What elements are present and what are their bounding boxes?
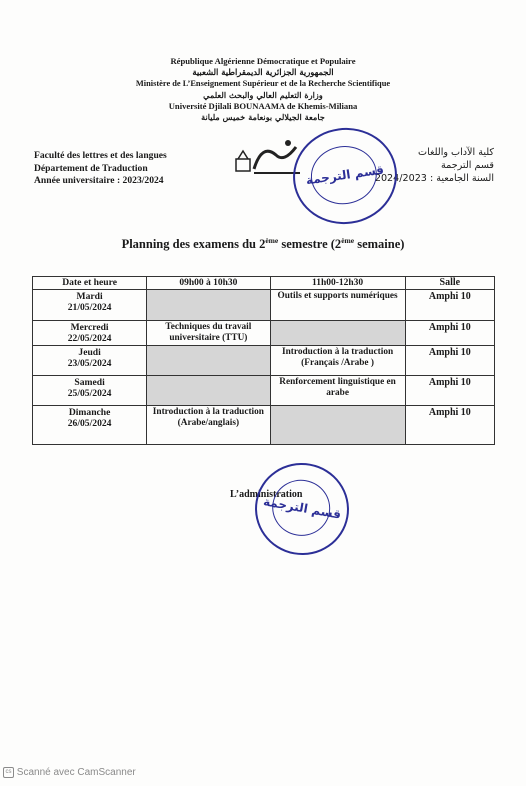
academic-year-ar: السنة الجامعية : 2024/2023 <box>374 173 494 184</box>
title-middle: semestre (2 <box>278 237 342 252</box>
official-stamp-2 <box>248 456 357 563</box>
faculty-name: Faculté des lettres et des langues <box>34 150 167 161</box>
department-name-ar: قسم الترجمة <box>441 160 494 171</box>
table-row <box>33 290 495 321</box>
table-row <box>33 321 495 346</box>
exam-cell <box>147 406 270 445</box>
header-university: Université Djilali BOUNAAMA de Khemis-Miliana <box>168 101 358 111</box>
day-label: Jeudi <box>78 347 101 358</box>
stamp-center-text: قسم الترجمة <box>262 494 343 522</box>
room-cell <box>405 346 494 376</box>
date-cell <box>33 376 147 406</box>
empty-slot-cell <box>147 290 270 321</box>
exam-subject: Techniques du travail universitaire (TTU) <box>165 322 252 343</box>
exam-subject: Introduction à la traduction (Français /Arabe ) <box>282 347 394 368</box>
room-cell <box>405 406 494 445</box>
empty-slot-cell <box>270 406 405 445</box>
faculty-name-ar: كلية الآداب واللغات <box>418 147 494 158</box>
empty-slot-cell <box>147 346 270 376</box>
header-university-ar: جامعة الجيلالي بونعامة خميس مليانة <box>201 112 325 122</box>
exam-cell <box>270 290 405 321</box>
header-republic: République Algérienne Démocratique et Populaire <box>170 56 356 66</box>
date-cell <box>33 290 147 321</box>
title-sup-1: ème <box>265 236 279 245</box>
header-republic-ar: الجمهورية الجزائرية الديمقراطية الشعبية <box>192 67 334 77</box>
room-cell <box>405 376 494 406</box>
exam-schedule-table <box>32 276 495 445</box>
header-slot-morning: 09h00 à 10h30 <box>147 277 270 290</box>
camscanner-icon: cs <box>3 767 14 778</box>
table-row <box>33 376 495 406</box>
faculty-info-fr <box>34 150 167 188</box>
stamp-center-text: قسم الترجمة <box>304 162 385 188</box>
empty-slot-cell <box>270 321 405 346</box>
exam-subject: Outils et supports numériques <box>277 291 398 301</box>
date-label: 22/05/2024 <box>67 333 112 344</box>
scanner-watermark <box>3 767 136 778</box>
table-row <box>33 406 495 445</box>
room-cell <box>405 321 494 346</box>
exam-cell <box>270 376 405 406</box>
official-stamp <box>287 121 403 231</box>
title-suffix: semaine) <box>354 237 405 252</box>
header-slot-late: 11h00-12h30 <box>270 277 405 290</box>
table-row <box>33 346 495 376</box>
exam-cell <box>147 321 270 346</box>
room-label: Amphi 10 <box>428 322 471 333</box>
day-label: Mercredi <box>70 322 109 333</box>
date-label: 25/05/2024 <box>67 388 112 399</box>
room-label: Amphi 10 <box>428 407 471 418</box>
date-cell <box>33 321 147 346</box>
room-label: Amphi 10 <box>428 347 471 358</box>
header-date: Date et heure <box>33 277 147 290</box>
header-room: Salle <box>405 277 494 290</box>
date-cell <box>33 346 147 376</box>
department-name: Département de Traduction <box>34 162 148 174</box>
page-title <box>0 236 526 252</box>
signature-label: L’administration <box>230 489 303 500</box>
day-label: Dimanche <box>68 407 111 418</box>
scanner-watermark-text: Scanné avec CamScanner <box>16 767 136 779</box>
date-label: 23/05/2024 <box>67 358 112 369</box>
header-ministry: Ministère de L’Enseignement Supérieur et de la Recherche Scientifique <box>135 79 391 88</box>
empty-slot-cell <box>147 376 270 406</box>
exam-subject: Renforcement linguistique en arabe <box>279 377 396 398</box>
room-label: Amphi 10 <box>428 291 471 302</box>
exam-subject: Introduction à la traduction (Arabe/anglais) <box>152 407 264 428</box>
title-sup-2: ème <box>341 236 355 245</box>
day-label: Mardi <box>76 291 103 302</box>
header-ministry-ar: وزارة التعليم العالي والبحث العلمي <box>203 90 323 100</box>
table-header-row <box>33 277 495 290</box>
date-cell <box>33 406 147 445</box>
date-label: 26/05/2024 <box>67 418 112 429</box>
exam-cell <box>270 346 405 376</box>
date-label: 21/05/2024 <box>67 302 112 313</box>
title-prefix: Planning des examens du 2 <box>121 237 266 252</box>
day-label: Samedi <box>74 377 105 388</box>
room-cell <box>405 290 494 321</box>
room-label: Amphi 10 <box>428 377 471 388</box>
academic-year: Année universitaire : 2023/2024 <box>34 175 164 186</box>
